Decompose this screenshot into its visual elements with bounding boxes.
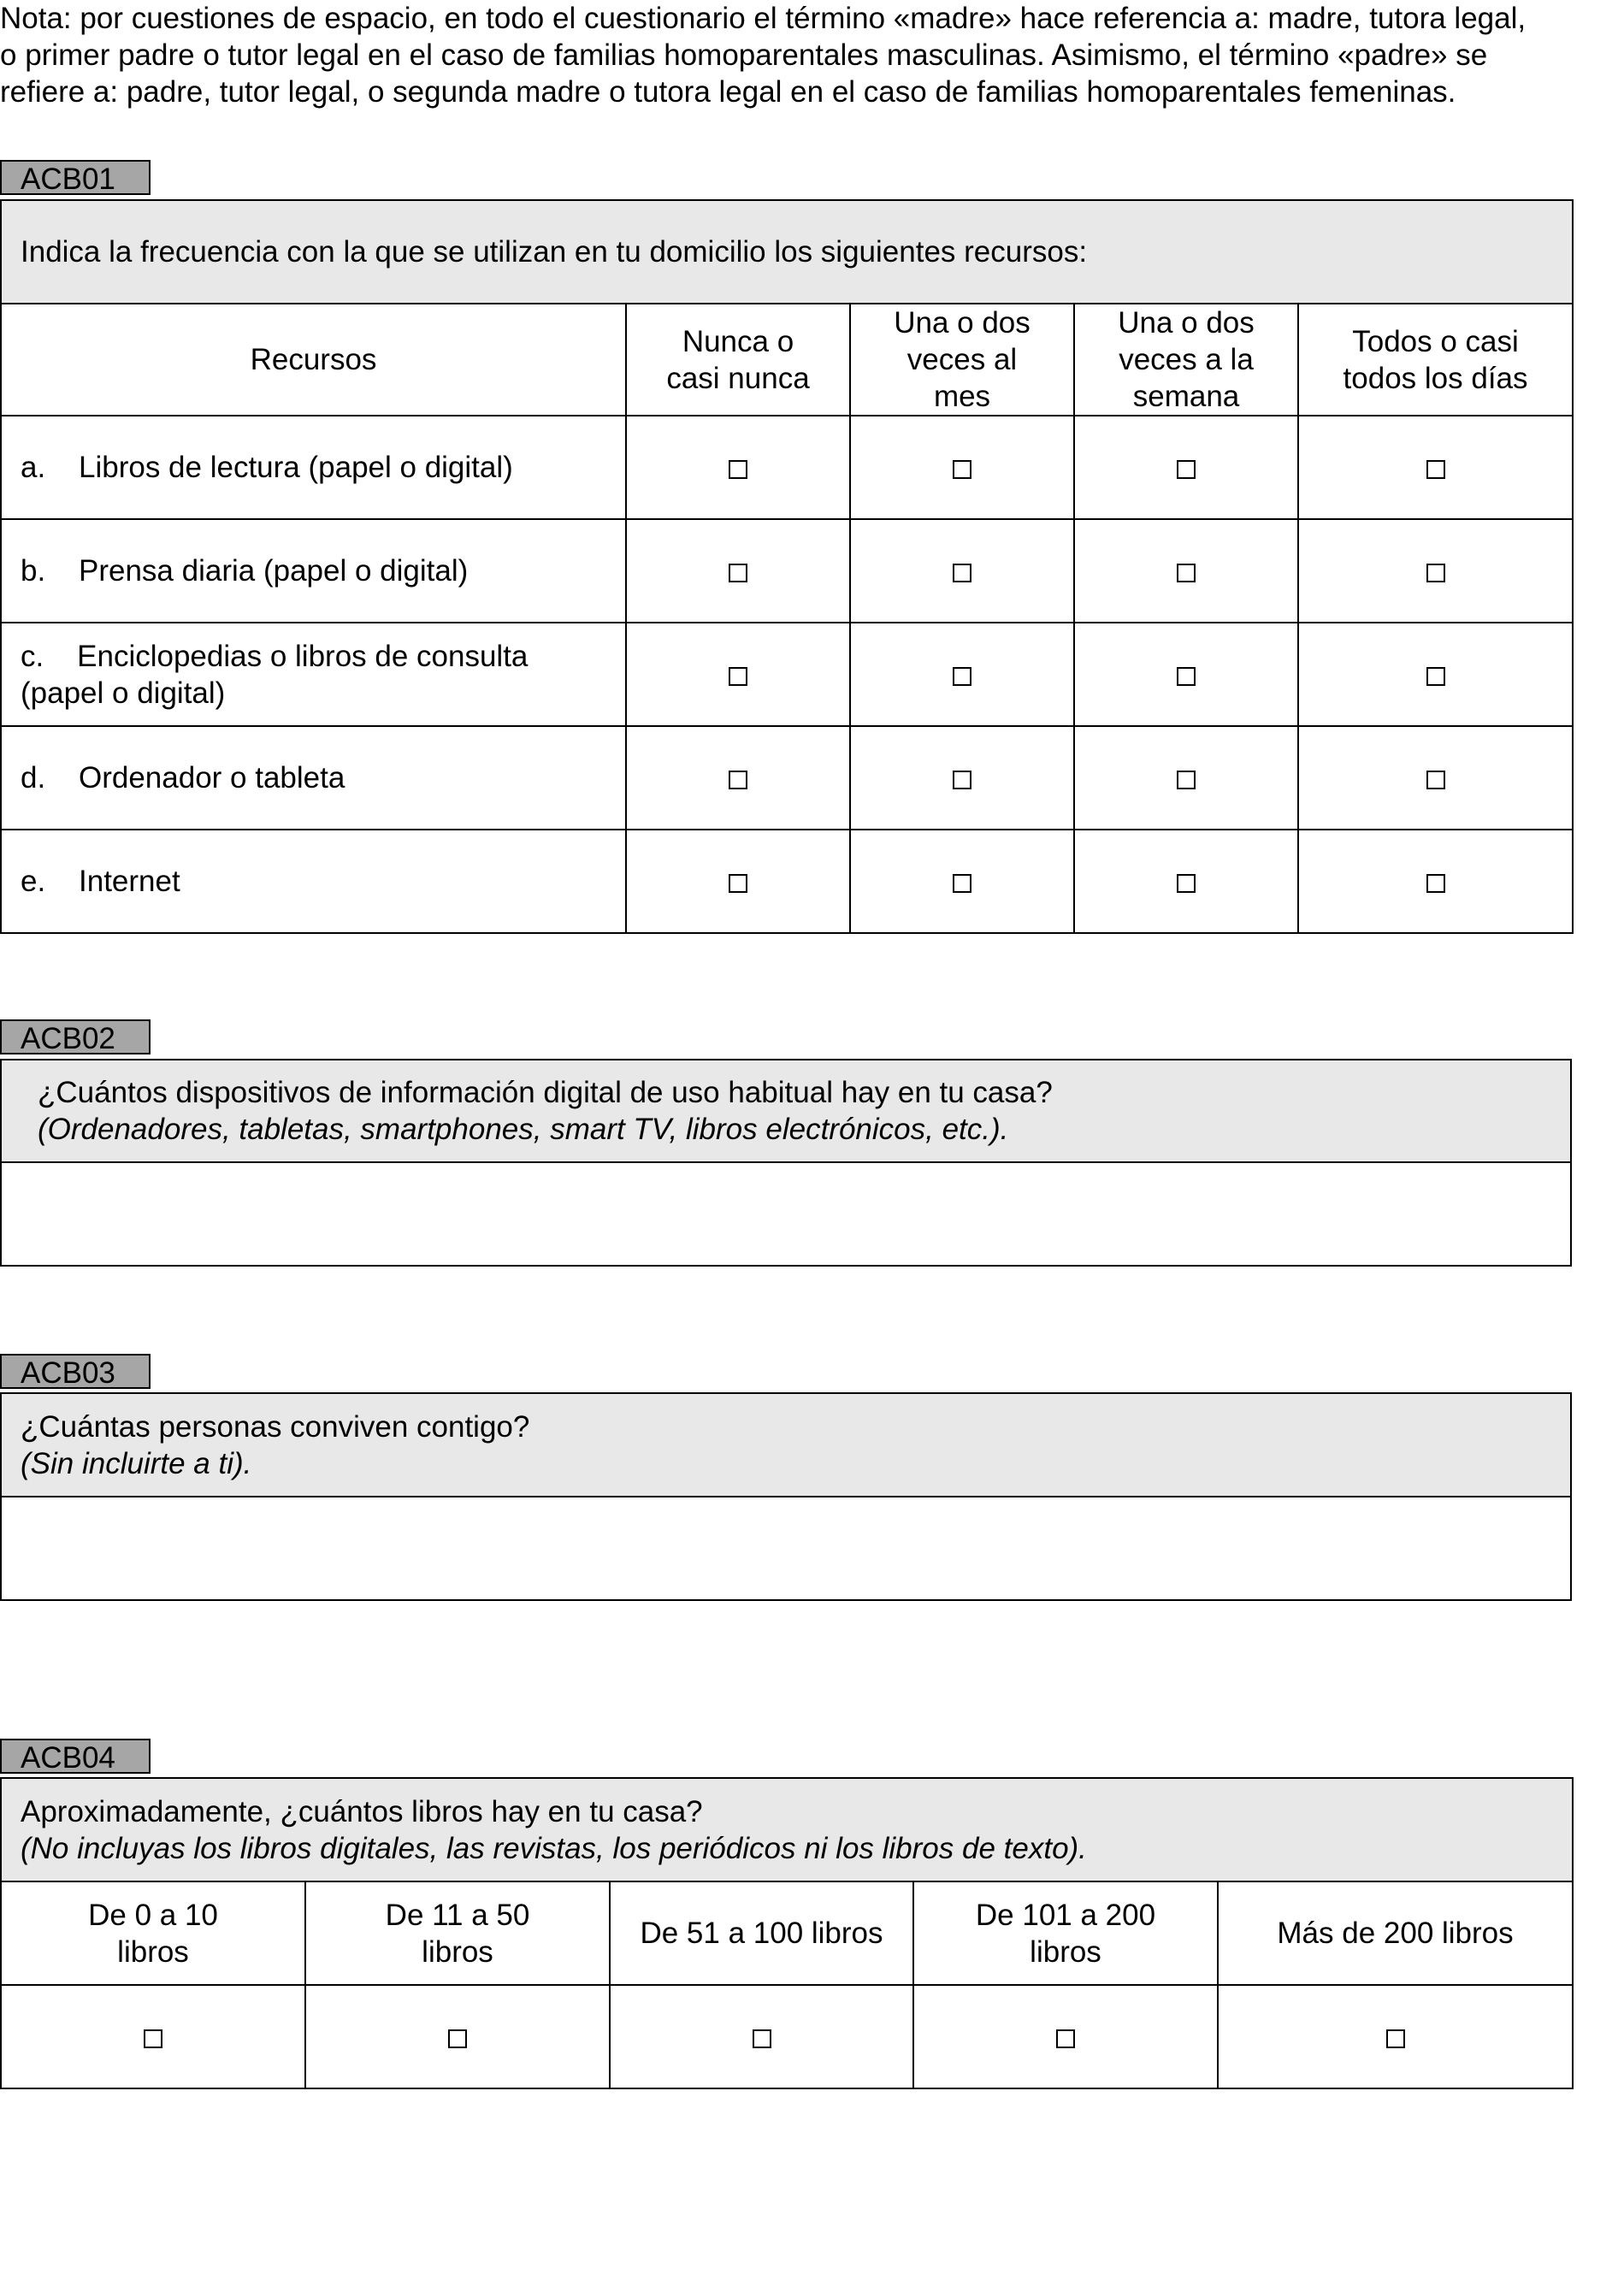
header-line: Nunca o	[682, 324, 794, 358]
row-label-e	[1, 830, 626, 933]
checkbox-a-never[interactable]	[729, 460, 747, 479]
question-hint: (No incluyas los libros digitales, las revistas, los periódicos ni los libros de texto).	[21, 1831, 1087, 1865]
header-weekly	[1074, 304, 1298, 416]
checkbox-e-weekly[interactable]	[1177, 874, 1196, 893]
checkbox-a-monthly[interactable]	[953, 460, 971, 479]
note-line: refiere a: padre, tutor legal, o segunda madre o tutora legal en el caso de familias homoparentales femeninas.	[0, 75, 1456, 109]
row-letter: c.	[21, 639, 44, 673]
introductory-note	[0, 0, 1624, 110]
option-line: libros	[1030, 1934, 1101, 1969]
row-text: Internet	[79, 865, 180, 898]
checkbox-c-weekly[interactable]	[1177, 667, 1196, 686]
checkbox-d-monthly[interactable]	[953, 771, 971, 789]
header-line: veces a la	[1119, 343, 1254, 376]
question-code-acb04: ACB04	[0, 1739, 151, 1774]
header-line: Todos o casi	[1352, 324, 1519, 358]
row-text: Libros de lectura (papel o digital)	[79, 451, 513, 484]
header-line: Una o dos	[894, 306, 1031, 340]
question-acb04-table	[0, 1777, 1574, 2089]
checkbox-c-monthly[interactable]	[953, 667, 971, 686]
question-code-acb01: ACB01	[0, 160, 151, 195]
header-never	[626, 304, 850, 416]
table-row	[1, 830, 1573, 933]
checkbox-d-never[interactable]	[729, 771, 747, 789]
row-letter: d.	[21, 761, 46, 794]
checkbox-books-51-100[interactable]	[753, 2029, 771, 2048]
row-text-continued: (papel o digital)	[21, 676, 226, 710]
option-line: libros	[422, 1934, 493, 1969]
table-row	[1, 416, 1573, 519]
option-line: De 11 a 50	[385, 1898, 530, 1932]
row-label-d	[1, 726, 626, 830]
question-code-acb03: ACB03	[0, 1354, 151, 1389]
question-acb01-text	[1, 200, 1573, 304]
header-monthly	[850, 304, 1074, 416]
row-letter: b.	[21, 554, 46, 588]
row-letter: e.	[21, 865, 46, 898]
note-line: Nota: por cuestiones de espacio, en todo el cuestionario el término «madre» hace referencia a: madre, tutora legal,	[0, 2, 1527, 35]
question-text: ¿Cuántos dispositivos de información digital de uso habitual hay en tu casa?	[38, 1076, 1053, 1109]
header-line: veces al	[906, 343, 1018, 376]
checkbox-b-never[interactable]	[729, 564, 747, 582]
checkbox-b-monthly[interactable]	[953, 564, 971, 582]
checkbox-e-daily[interactable]	[1426, 874, 1445, 893]
option-line: Más de 200 libros	[1277, 1917, 1514, 1950]
option-51-100	[610, 1881, 913, 1985]
checkbox-a-daily[interactable]	[1426, 460, 1445, 479]
header-line: mes	[933, 380, 991, 413]
question-acb04-text	[1, 1778, 1573, 1881]
checkbox-c-never[interactable]	[729, 667, 747, 686]
checkbox-a-weekly[interactable]	[1177, 460, 1196, 479]
checkbox-e-never[interactable]	[729, 874, 747, 893]
header-line: Una o dos	[1118, 306, 1255, 340]
question-acb03-table	[0, 1392, 1572, 1601]
checkbox-d-daily[interactable]	[1426, 771, 1445, 789]
question-hint: (Sin incluirte a ti).	[21, 1446, 252, 1480]
question-acb01-table	[0, 199, 1574, 934]
note-line: o primer padre o tutor legal en el caso de familias homoparentales masculinas. Asimismo, el término «padre» se	[0, 38, 1488, 72]
row-letter: a.	[21, 451, 46, 484]
option-101-200	[913, 1881, 1218, 1985]
header-line: todos los días	[1343, 361, 1528, 395]
option-line: De 101 a 200	[975, 1898, 1156, 1932]
row-text: Ordenador o tableta	[79, 761, 345, 794]
option-more-200	[1218, 1881, 1573, 1985]
question-hint: (Ordenadores, tabletas, smartphones, smart TV, libros electrónicos, etc.).	[38, 1113, 1009, 1146]
checkbox-books-0-10[interactable]	[144, 2029, 162, 2048]
question-acb03-text	[1, 1393, 1571, 1497]
row-label-b	[1, 519, 626, 623]
question-text: ¿Cuántas personas conviven contigo?	[21, 1409, 530, 1444]
header-resources: Recursos	[1, 304, 626, 416]
row-text: Enciclopedias o libros de consulta	[77, 639, 529, 673]
table-row	[1, 726, 1573, 830]
checkbox-b-weekly[interactable]	[1177, 564, 1196, 582]
row-label-c	[1, 623, 626, 726]
table-row	[1, 623, 1573, 726]
checkbox-books-11-50[interactable]	[448, 2029, 467, 2048]
row-text: Prensa diaria (papel o digital)	[79, 554, 469, 588]
answer-field-devices[interactable]	[1, 1162, 1571, 1266]
table-row	[1, 519, 1573, 623]
checkbox-c-daily[interactable]	[1426, 667, 1445, 686]
checkbox-d-weekly[interactable]	[1177, 771, 1196, 789]
header-line: semana	[1132, 380, 1240, 413]
question-acb02-table	[0, 1059, 1572, 1267]
question-text: Indica la frecuencia con la que se utilizan en tu domicilio los siguientes recursos:	[21, 235, 1088, 269]
option-line: De 51 a 100 libros	[640, 1917, 883, 1950]
question-text: Aproximadamente, ¿cuántos libros hay en tu casa?	[21, 1794, 703, 1828]
row-label-a	[1, 416, 626, 519]
header-line: casi nunca	[666, 361, 810, 395]
option-0-10	[1, 1881, 305, 1985]
checkbox-books-101-200[interactable]	[1056, 2029, 1075, 2048]
checkbox-books-more-200[interactable]	[1386, 2029, 1405, 2048]
question-code-acb02: ACB02	[0, 1019, 151, 1054]
option-11-50	[305, 1881, 610, 1985]
question-acb02-text	[1, 1060, 1571, 1162]
option-line: De 0 a 10	[88, 1898, 218, 1932]
answer-field-people[interactable]	[1, 1497, 1571, 1600]
option-line: libros	[117, 1934, 189, 1969]
header-daily	[1298, 304, 1573, 416]
checkbox-e-monthly[interactable]	[953, 874, 971, 893]
checkbox-b-daily[interactable]	[1426, 564, 1445, 582]
